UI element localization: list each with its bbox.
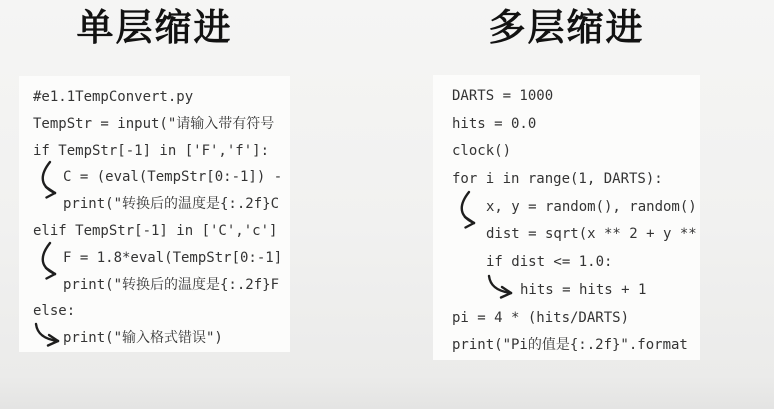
code-line: x, y = random(), random() — [486, 198, 697, 215]
code-line: print("输入格式错误") — [63, 330, 223, 347]
code-line: if dist <= 1.0: — [486, 254, 613, 271]
code-line: print("转换后的温度是{:.2f}C — [63, 196, 280, 213]
code-line: else: — [33, 303, 76, 320]
code-line: if TempStr[-1] in ['F','f']: — [33, 142, 270, 159]
code-line: TempStr = input("请输入带有符号 — [33, 115, 275, 132]
code-line: print("Pi的值是{:.2f}".format — [452, 337, 688, 354]
code-line: for i in range(1, DARTS): — [452, 171, 663, 188]
code-line: C = (eval(TempStr[0:-1]) - — [63, 169, 283, 186]
code-line: #e1.1TempConvert.py — [33, 89, 194, 105]
code-line: hits = 0.0 — [452, 115, 537, 132]
code-line: clock() — [452, 143, 512, 160]
panel-title-single-indent: 单层缩进 — [76, 7, 233, 48]
code-box-single-indent — [19, 76, 290, 352]
code-line: print("转换后的温度是{:.2f}F — [63, 276, 280, 293]
code-line: hits = hits + 1 — [520, 281, 647, 298]
code-line: pi = 4 * (hits/DARTS) — [452, 309, 630, 326]
code-box-multi-indent — [433, 75, 700, 360]
code-line: DARTS = 1000 — [452, 88, 554, 104]
code-line: dist = sqrt(x ** 2 + y ** — [486, 226, 697, 243]
panel-title-multi-indent: 多层缩进 — [488, 7, 645, 48]
code-line: F = 1.8*eval(TempStr[0:-1] — [63, 249, 283, 266]
code-line: elif TempStr[-1] in ['C','c'] — [33, 222, 278, 239]
